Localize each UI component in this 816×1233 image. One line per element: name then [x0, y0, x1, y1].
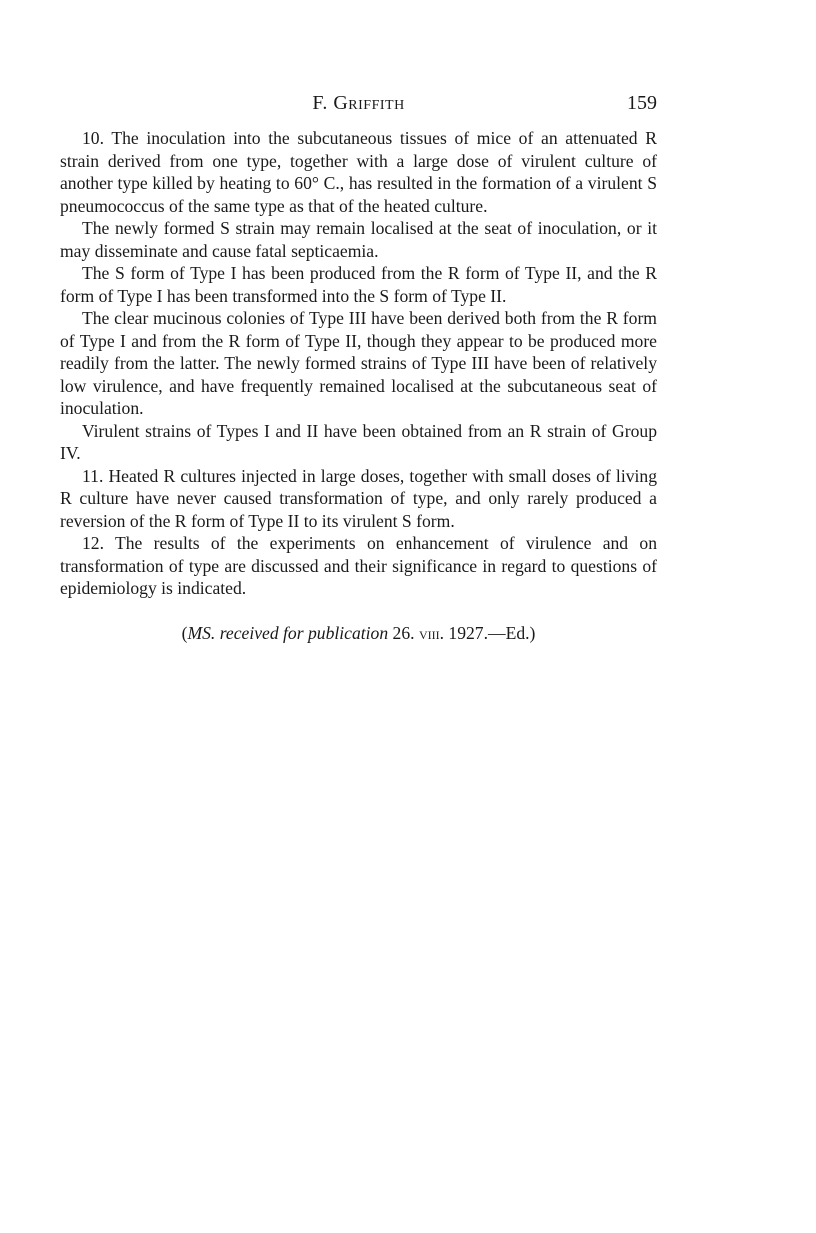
summary-body — [60, 127, 657, 600]
paragraph-group-iv: Virulent strains of Types I and II have been obtained from an R strain of Group IV. — [60, 420, 657, 463]
paragraph-11: 11. Heated R cultures injected in large doses, together with small doses of living R culture have never caused transformation of type, and only rarely produced a reversion of the R form of Type II to its virulent S form. — [60, 465, 657, 531]
received-phrase: received for publication — [219, 623, 389, 643]
received-month: viii. — [418, 623, 444, 643]
paragraph-type-i-ii-transformation: The S form of Type I has been produced from the R form of Type II, and the R form of Type I has been transformed into the S form of Type II. — [60, 263, 657, 306]
received-ms-label: MS. — [187, 623, 216, 643]
running-title: F. Griffith — [312, 92, 405, 114]
paragraph-s-strain-localised: The newly formed S strain may remain localised at the seat of inoculation, or it may disseminate and cause fatal septicaemia. — [60, 218, 657, 261]
paragraph-10: 10. The inoculation into the subcutaneous tissues of mice of an attenuated R strain derived from one type, together with a large dose of virulent culture of another type killed by heating to 60° C., has resulted in the formation of a virulent S pneumococcus of the same type as that of the heated culture. — [60, 128, 657, 216]
page-header — [60, 92, 657, 122]
received-day: 26. — [392, 623, 415, 643]
paragraph-type-iii-colonies: The clear mucinous colonies of Type III have been derived both from the R form of Type I and from the R form of Type II, though they appear to be produced more readily from the latter. The newly formed strains of Type III have been of relatively low virulence, and have frequently remained localised at the subcutaneous seat of inoculation. — [60, 308, 657, 418]
received-note — [60, 622, 657, 644]
received-open-paren: ( — [181, 623, 188, 643]
page-number: 159 — [627, 92, 657, 114]
paragraph-12: 12. The results of the experiments on enhancement of virulence and on transformation of type are discussed and their significance in regard to questions of epidemiology is indicated. — [60, 533, 657, 598]
received-year-editor: 1927.—Ed.) — [448, 623, 536, 643]
